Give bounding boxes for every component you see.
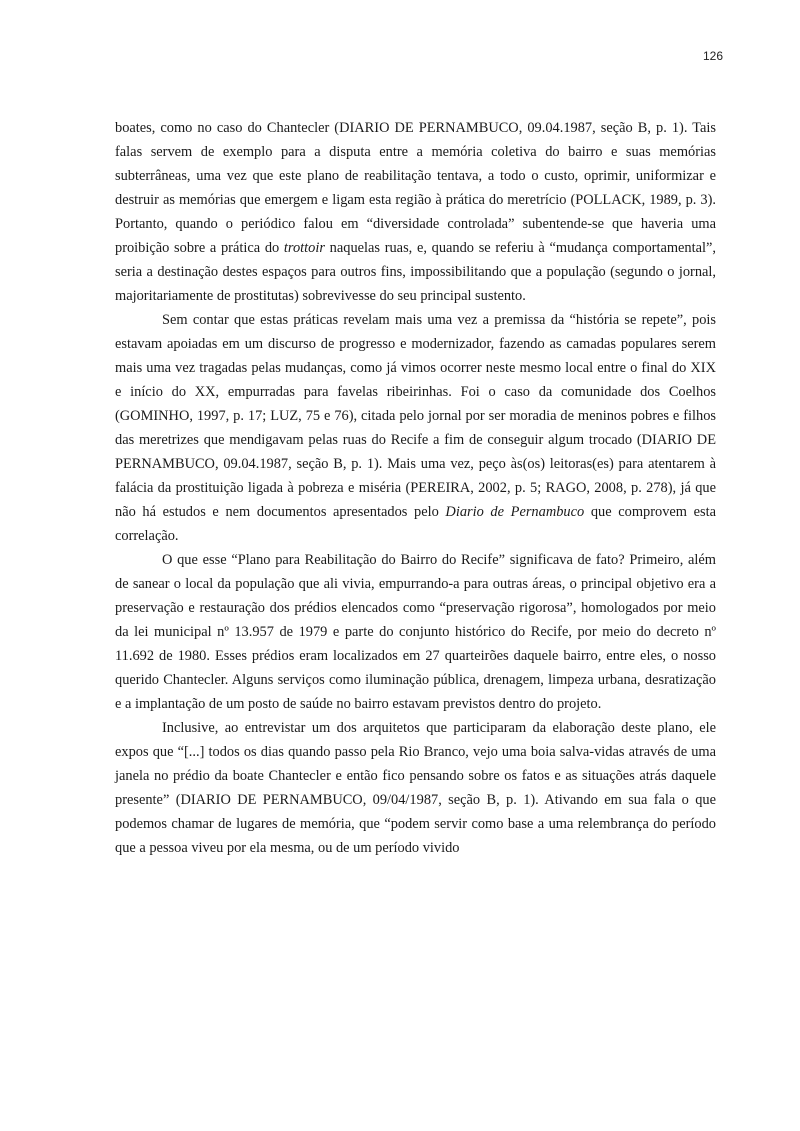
paragraph-text: Sem contar que estas práticas revelam mais uma vez a premissa da “história se repete”, pois estavam apoiadas em um discurso de progresso e modernizador, fazendo as camadas populares serem mais uma vez tragadas pelas mudanças, como já vimos ocorrer neste mesmo local entre o final do XIX e início do XX, empurradas para favelas ribeirinhas. Foi o caso da comunidade dos Coelhos (GOMINHO, 1997, p. 17; LUZ, 75 e 76), citada pelo jornal por ser moradia de meninos pobres e filhos das meretrizes que mendigavam pelas ruas do Recife a fim de conseguir algum trocado (DIARIO DE PERNAMBUCO, 09.04.1987, seção B, p. 1). Mais uma vez, peço às(os) leitoras(es) para atentarem à falácia da prostituição ligada à pobreza e miséria (PEREIRA, 2002, p. 5; RAGO, 2008, p. 278), já que não há estudos e nem documentos apresentados pelo: [115, 312, 716, 520]
body-text: [115, 116, 716, 860]
paragraph-3: [115, 548, 716, 716]
page-number: 126: [702, 49, 723, 63]
paragraph-text: O que esse “Plano para Reabilitação do Bairro do Recife” significava de fato? Primeiro, além de sanear o local da população que ali vivia, empurrando-a para outras áreas, o principal objetivo era a preservação e restauração dos prédios elencados como “preservação rigorosa”, homologados por meio da lei municipal nº 13.957 de 1979 e parte do conjunto histórico do Recife, por meio do decreto nº 11.692 de 1980. Esses prédios eram localizados em 27 quarteirões daquele bairro, entre eles, o nosso querido Chantecler. Alguns serviços como iluminação pública, drenagem, limpeza urbana, desratização e a implantação de um posto de saúde no bairro estavam previstos dentro do projeto.: [115, 552, 716, 712]
italic-term-trottoir: trottoir: [283, 240, 325, 256]
paragraph-4: [115, 716, 716, 860]
paragraph-1: [115, 116, 716, 308]
paragraph-text: Inclusive, ao entrevistar um dos arquitetos que participaram da elaboração deste plano, ele expos que “[...] todos os dias quando passo pela Rio Branco, vejo uma boia salva-vidas através de uma janela no prédio da boate Chantecler e então fico pensando sobre os fatos e as situações atrás daquele presente” (DIARIO DE PERNAMBUCO, 09/04/1987, seção B, p. 1). Ativando em sua fala o que podemos chamar de lugares de memória, que “podem servir como base a uma relembrança do período que a pessoa viveu por ela mesma, ou de um período vivido: [115, 720, 716, 856]
paragraph-text: naquelas ruas, e, quando se referiu à “mudança comportamental”, seria a destinação destes espaços para outros fins, impossibilitando que a população (segundo o jornal, majoritariamente de prostitutas) sobrevivesse do seu principal sustento.: [115, 240, 716, 304]
paragraph-2: [115, 308, 716, 548]
paragraph-text: boates, como no caso do Chantecler (DIARIO DE PERNAMBUCO, 09.04.1987, seção B, p. 1). Tais falas servem de exemplo para a disputa entre a memória coletiva do bairro e suas memórias subterrâneas, uma vez que este plano de reabilitação tentava, a todo o custo, oprimir, uniformizar e destruir as memórias que emergem e ligam esta região à prática do meretrício (POLLACK, 1989, p. 3). Portanto, quando o periódico falou em “diversidade controlada” subentende-se que haveria uma proibição sobre a prática do: [115, 120, 716, 256]
paragraph-text: que comprovem esta correlação.: [115, 504, 716, 544]
italic-newspaper-title: Diario de Pernambuco: [445, 504, 585, 520]
